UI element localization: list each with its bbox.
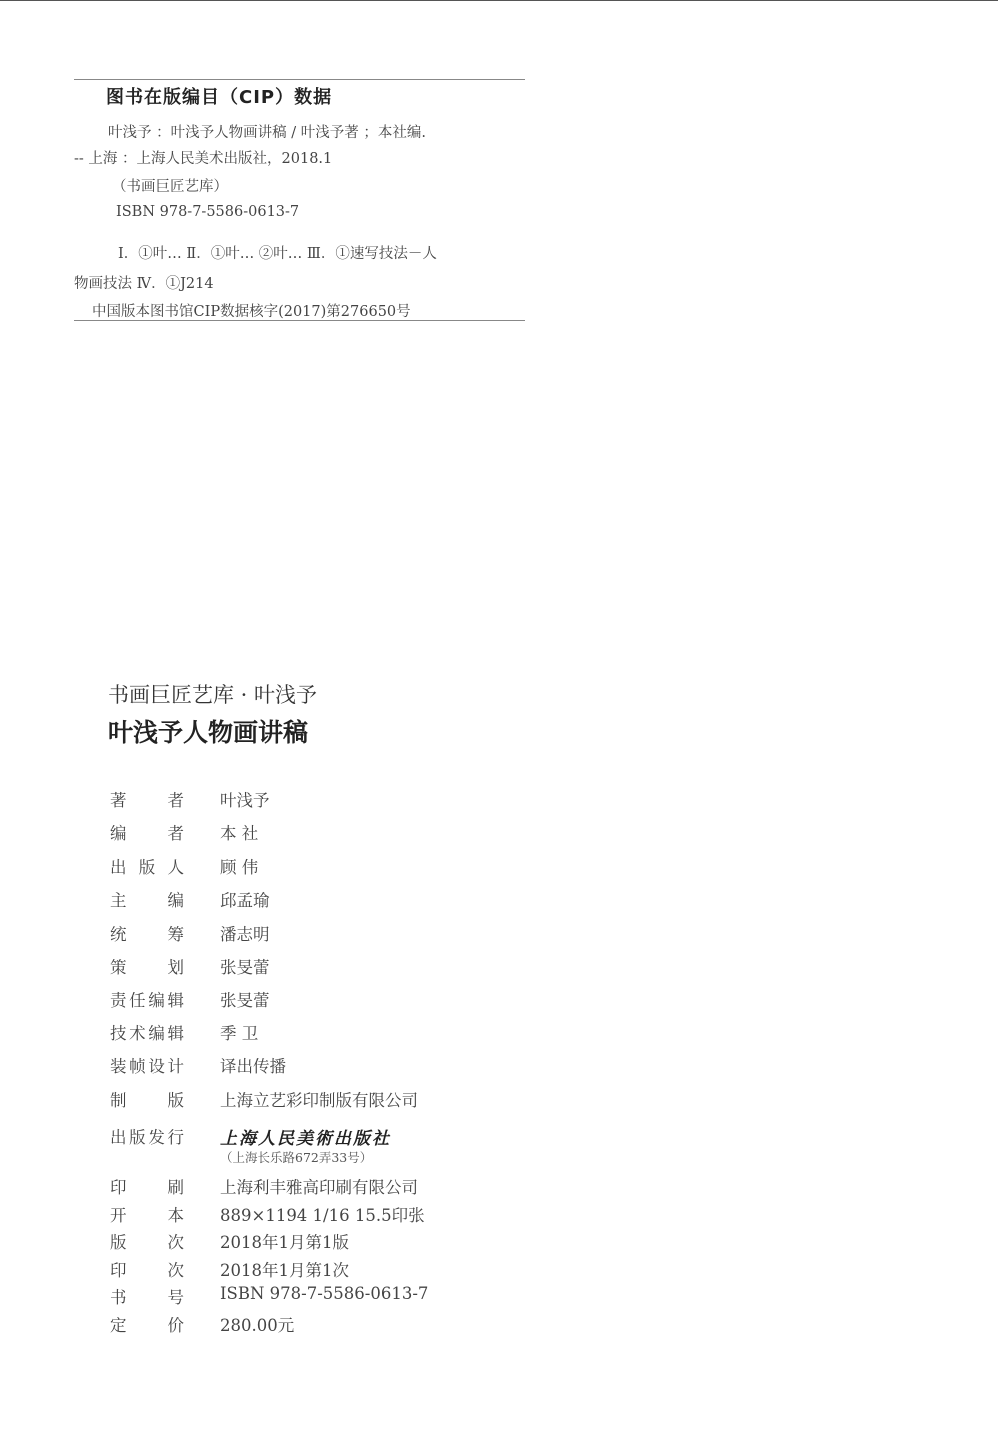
- credit-value: 上海立艺彩印制版有限公司: [220, 1091, 418, 1110]
- credit-label: 策划: [110, 958, 184, 977]
- credit-label: 出版人: [110, 858, 184, 877]
- credit-label: 版次: [110, 1233, 184, 1252]
- page-top-rule: [0, 0, 998, 1]
- credit-value: 280.00元: [220, 1316, 295, 1335]
- credit-value: 2018年1月第1版: [220, 1233, 349, 1252]
- credit-row-price: [110, 1312, 610, 1336]
- credit-row-technical-editor: [110, 1020, 610, 1044]
- credit-label: 印次: [110, 1261, 184, 1280]
- credit-label: 技术编辑: [110, 1024, 184, 1043]
- cip-line-author-title: 叶浅予 ：叶浅予人物画讲稿 / 叶浅予著 ；本社编.: [108, 125, 426, 141]
- credit-value: 本 社: [220, 824, 259, 843]
- cip-bottom-rule: [74, 320, 525, 321]
- book-title: 叶浅予人物画讲稿: [108, 718, 309, 747]
- cip-line-series: （书画巨匠艺库）: [112, 179, 228, 195]
- credit-label: 主编: [110, 891, 184, 910]
- credit-row-plate-making: [110, 1087, 610, 1111]
- credit-row-publisher-person: [110, 854, 610, 878]
- credit-row-printing: [110, 1174, 610, 1198]
- credit-label: 著者: [110, 791, 184, 810]
- credit-row-author: [110, 787, 610, 811]
- credit-row-isbn: [110, 1284, 610, 1308]
- credit-row-responsible-editor: [110, 987, 610, 1011]
- credit-row-format: [110, 1202, 610, 1226]
- credit-row-distribution: [110, 1124, 610, 1170]
- publisher-name: 上海人民美術出版社: [220, 1129, 391, 1149]
- credit-label: 制版: [110, 1091, 184, 1110]
- series-title: 书画巨匠艺库 · 叶浅予: [108, 683, 318, 707]
- credit-label: 定价: [110, 1316, 184, 1335]
- credit-label: 印刷: [110, 1178, 184, 1197]
- credit-value: 上海利丰雅高印刷有限公司: [220, 1178, 418, 1197]
- cip-line-publisher: -- 上海 ：上海人民美术出版社，2018.1: [74, 151, 333, 167]
- credit-label: 统筹: [110, 925, 184, 944]
- credit-row-planner: [110, 954, 610, 978]
- credit-label: 编者: [110, 824, 184, 843]
- cip-line-subjects: Ⅰ．①叶… Ⅱ．①叶… ②叶… Ⅲ．①速写技法－人: [118, 246, 437, 262]
- cip-data-block: [74, 79, 525, 320]
- credit-label: 出版发行: [110, 1128, 184, 1147]
- credit-row-design: [110, 1053, 610, 1077]
- credit-value: 顾 伟: [220, 858, 259, 877]
- credit-label: 装帧设计: [110, 1057, 184, 1076]
- credit-label: 书号: [110, 1288, 184, 1307]
- credit-value: 潘志明: [220, 925, 270, 944]
- credit-value: 邱孟瑜: [220, 891, 270, 910]
- cip-line-record-number: 中国版本图书馆CIP数据核字(2017)第276650号: [92, 304, 411, 320]
- credit-row-impression: [110, 1257, 610, 1281]
- publisher-address: （上海长乐路672弄33号）: [220, 1150, 373, 1165]
- credit-value: 889×1194 1/16 15.5印张: [220, 1206, 425, 1225]
- credit-label: 责任编辑: [110, 991, 184, 1010]
- cip-line-subjects-cont: 物画技法 Ⅳ．①J214: [74, 276, 214, 292]
- cip-top-rule: [74, 79, 525, 80]
- cip-line-isbn: ISBN 978-7-5586-0613-7: [116, 204, 300, 220]
- credit-value: 2018年1月第1次: [220, 1261, 349, 1280]
- credit-row-edition: [110, 1229, 610, 1253]
- credit-value: 张旻蕾: [220, 991, 270, 1010]
- credit-value: 叶浅予: [220, 791, 270, 810]
- credit-row-editor: [110, 820, 610, 844]
- credit-value: ISBN 978-7-5586-0613-7: [220, 1284, 429, 1303]
- credit-row-coordinator: [110, 921, 610, 945]
- credit-value: 张旻蕾: [220, 958, 270, 977]
- credit-value: 季 卫: [220, 1024, 259, 1043]
- credit-value: 译出传播: [220, 1057, 286, 1076]
- credit-row-chief-editor: [110, 887, 610, 911]
- cip-heading: 图书在版编目（CIP）数据: [106, 87, 333, 108]
- credit-label: 开本: [110, 1206, 184, 1225]
